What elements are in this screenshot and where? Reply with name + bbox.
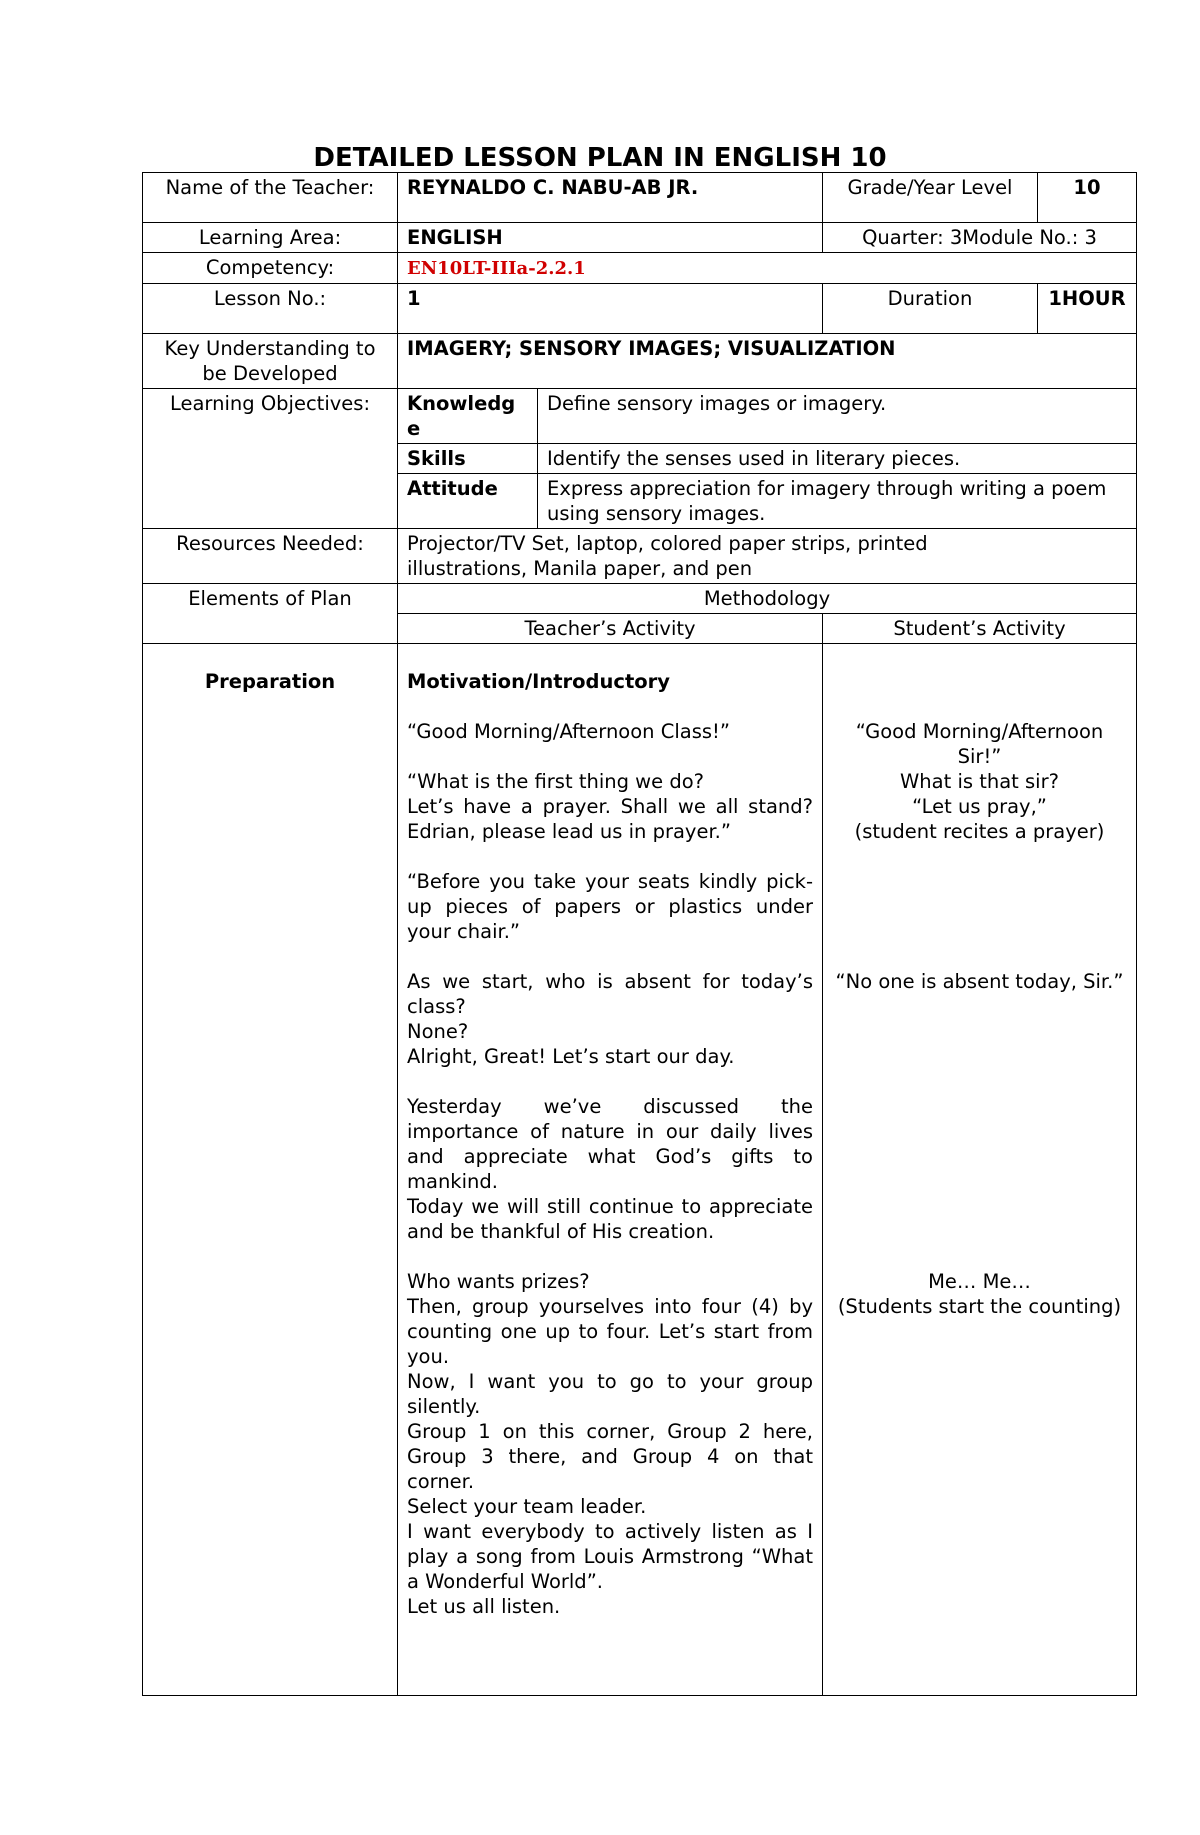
teacher-line: Let’s have a prayer. Shall we all stand? Edrian, please lead us in prayer.”	[407, 795, 813, 843]
lesson-row	[143, 284, 1137, 334]
teacher-line: I want everybody to actively listen as I play a song from Louis Armstrong “What a Wonderful World”.	[407, 1520, 813, 1593]
objective-domain: Attitude	[398, 474, 538, 529]
teacher-line: “Good Morning/Afternoon Class!”	[407, 720, 730, 743]
teacher-col-header: Teacher’s Activity	[398, 614, 823, 644]
methodology-label: Methodology	[398, 584, 1137, 614]
student-line: “Let us pray,”	[912, 795, 1047, 818]
grade-value: 10	[1038, 173, 1137, 223]
duration-label: Duration	[823, 284, 1038, 334]
lesson-label: Lesson No.:	[143, 284, 398, 334]
teacher-name: REYNALDO C. NABU-AB JR.	[398, 173, 823, 223]
objective-domain: Skills	[398, 444, 538, 474]
resources-value	[398, 529, 1137, 584]
teacher-line: Select your team leader.	[407, 1495, 647, 1518]
objective-domain: Knowledge	[398, 389, 538, 444]
grade-label: Grade/Year Level	[823, 173, 1038, 223]
student-line: What is that sir?	[900, 770, 1059, 793]
key-row	[143, 334, 1137, 389]
objective-text: Define sensory images or imagery.	[538, 389, 1137, 444]
area-row	[143, 223, 1137, 253]
teacher-line: Who wants prizes?	[407, 1270, 590, 1293]
student-line: (student recites a prayer)	[854, 820, 1105, 843]
preparation-row	[143, 644, 1137, 1696]
student-activity	[823, 644, 1137, 1696]
student-line: (Students start the counting)	[837, 1295, 1122, 1318]
teacher-line: As we start, who is absent for today’s class?	[407, 970, 813, 1018]
teacher-activity	[398, 644, 823, 1696]
student-col-header: Student’s Activity	[823, 614, 1137, 644]
objective-text: Identify the senses used in literary pieces.	[538, 444, 1137, 474]
phase-label: Preparation	[143, 644, 398, 1696]
teacher-line: “What is the first thing we do?	[407, 770, 704, 793]
competency-code: EN10LT-IIIa-2.2.1	[407, 258, 586, 279]
lesson-plan-table	[142, 172, 1137, 1696]
lesson-value: 1	[398, 284, 823, 334]
teacher-line: Let us all listen.	[407, 1595, 561, 1618]
teacher-line: Yesterday we’ve discussed the importance of nature in our daily lives and appreciate what God’s gifts to mankind.	[407, 1095, 813, 1193]
area-label: Learning Area:	[143, 223, 398, 253]
key-label: Key Understanding to be Developed	[143, 334, 398, 389]
teacher-line: Today we will still continue to appreciate and be thankful of His creation.	[407, 1195, 813, 1243]
competency-label: Competency:	[143, 253, 398, 284]
key-value: IMAGERY; SENSORY IMAGES; VISUALIZATION	[398, 334, 1137, 389]
teacher-line: None?	[407, 1020, 469, 1043]
objectives-label: Learning Objectives:	[143, 389, 398, 529]
quarter-module: Quarter: 3Module No.: 3	[823, 223, 1137, 253]
objective-text: Express appreciation for imagery through writing a poem using sensory images.	[538, 474, 1137, 529]
teacher-line: Now, I want you to go to your group silently.	[407, 1370, 813, 1418]
student-line: “Good Morning/Afternoon Sir!”	[855, 720, 1104, 768]
page-title: DETAILED LESSON PLAN IN ENGLISH 10	[313, 143, 887, 173]
duration-value: 1HOUR	[1038, 284, 1137, 334]
resources-row	[143, 529, 1137, 584]
resources-label: Resources Needed:	[143, 529, 398, 584]
teacher-line: “Before you take your seats kindly pick-up pieces of papers or plastics under your chair.”	[407, 870, 813, 943]
teacher-label: Name of the Teacher:	[143, 173, 398, 223]
area-value: ENGLISH	[398, 223, 823, 253]
objective-row-knowledge	[143, 389, 1137, 444]
teacher-line: Group 1 on this corner, Group 2 here, Group 3 there, and Group 4 on that corner.	[407, 1420, 813, 1493]
competency-cell	[398, 253, 1137, 284]
competency-row	[143, 253, 1137, 284]
student-line: Me… Me…	[928, 1270, 1031, 1293]
teacher-line: Alright, Great! Let’s start our day.	[407, 1045, 735, 1068]
teacher-row	[143, 173, 1137, 223]
teacher-line: Then, group yourselves into four (4) by counting one up to four. Let’s start from you.	[407, 1295, 813, 1368]
elements-label: Elements of Plan	[143, 584, 398, 644]
section-title: Motivation/Introductory	[407, 670, 671, 693]
methodology-row	[143, 584, 1137, 614]
student-line: “No one is absent today, Sir.”	[835, 970, 1124, 993]
resources-text: Projector/TV Set, laptop, colored paper strips, printed illustrations, Manila paper, and pen	[407, 532, 928, 580]
